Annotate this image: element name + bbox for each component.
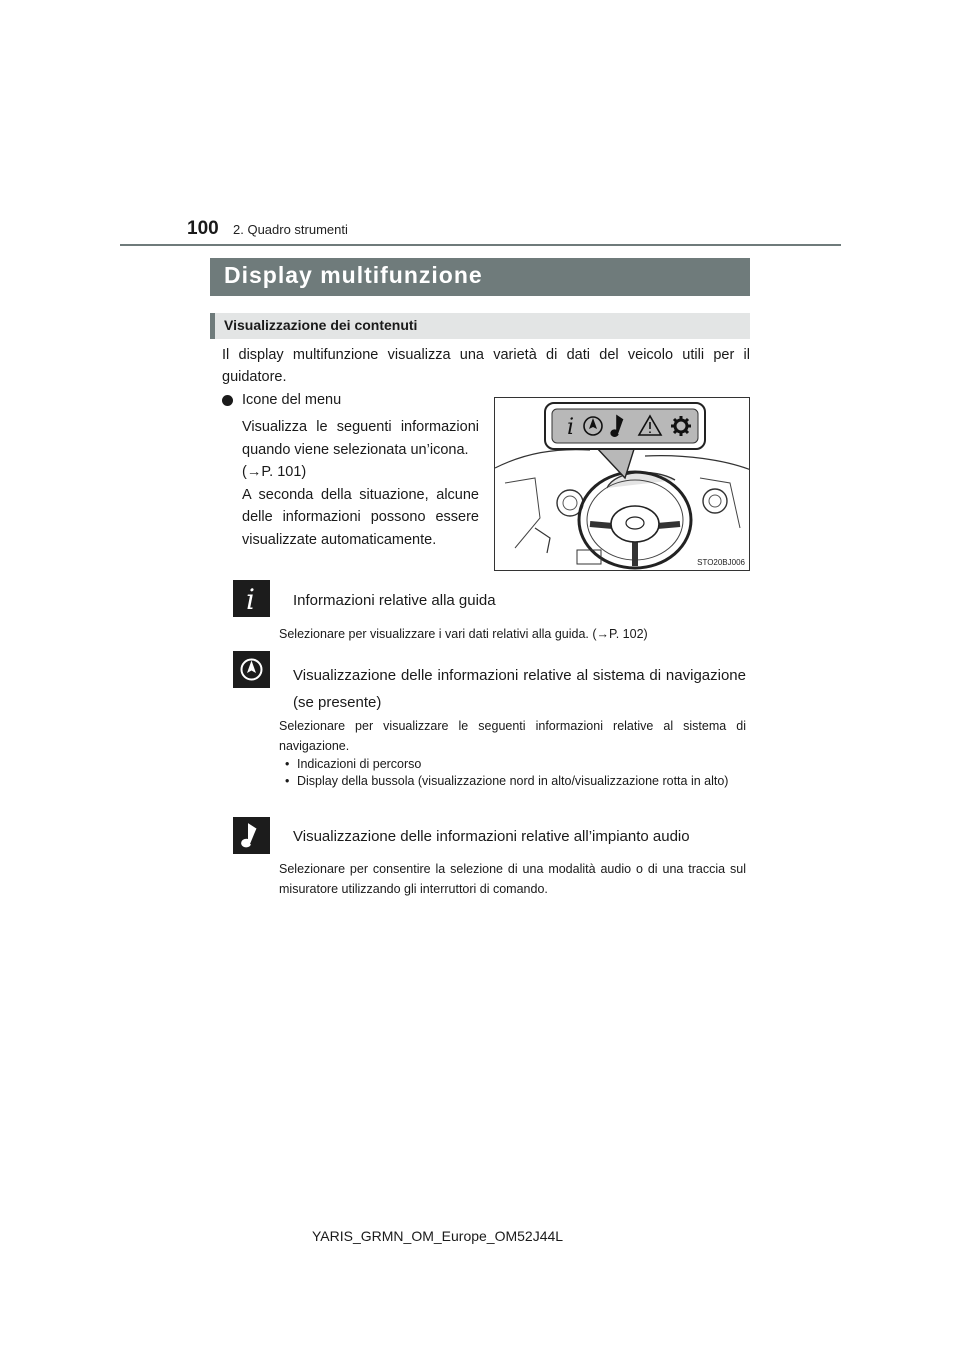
menu-icons-page-ref: (→P. 101): [242, 464, 307, 480]
navigation-subitems: [283, 756, 746, 790]
item-navigation-description: Selezionare per visualizzare le seguenti informazioni relative al sistema di navigazione.: [279, 719, 746, 753]
figure-code: STO20BJ006: [697, 558, 745, 567]
menu-icons-line-3: A seconda della situazione, alcune delle informazioni possono essere visualizzate automaticamente.: [242, 486, 479, 548]
music-note-icon: [233, 817, 270, 854]
svg-text:i: i: [246, 583, 255, 616]
item-navigation-title: Visualizzazione delle informazioni relative al sistema di navigazione (se presente): [293, 667, 746, 711]
item-audio-title: Visualizzazione delle informazioni relative all’impianto audio: [293, 828, 690, 845]
chapter-title: 2. Quadro strumenti: [233, 222, 348, 237]
info-icon: i: [567, 415, 575, 440]
intro-paragraph: Il display multifunzione visualizza una varietà di dati del veicolo utili per il guidatore.: [222, 347, 750, 385]
menu-icons-description: [242, 416, 479, 551]
navigation-icon: [233, 651, 270, 688]
menu-icons-heading: Icone del menu: [242, 392, 342, 408]
menu-icons-line-1: Visualizza le seguenti informazioni quando viene selezionata un’icona.: [242, 419, 479, 458]
subsection-title: Visualizzazione dei contenuti: [210, 313, 750, 339]
bullet-icon: [222, 395, 233, 406]
item-info-title: Informazioni relative alla guida: [293, 592, 496, 609]
dashboard-illustration: [494, 397, 750, 571]
gear-icon: [671, 416, 691, 436]
item-audio-description: Selezionare per consentire la selezione di una modalità audio o di una traccia sul misuratore utilizzando gli interruttori di comando.: [279, 862, 746, 896]
item-info-description: Selezionare per visualizzare i vari dati relativi alla guida. (→P. 102): [279, 627, 648, 641]
header-divider: [120, 244, 841, 246]
page-number: 100: [187, 218, 219, 239]
section-title: Display multifunzione: [210, 258, 750, 296]
info-icon: [233, 580, 270, 617]
document-code: YARIS_GRMN_OM_Europe_OM52J44L: [312, 1228, 564, 1244]
steering-wheel-drawing: [495, 398, 750, 571]
list-item: • Display della bussola (visualizzazione nord in alto/visualizzazione rotta in alto): [283, 773, 746, 790]
list-item: • Indicazioni di percorso: [283, 756, 746, 773]
